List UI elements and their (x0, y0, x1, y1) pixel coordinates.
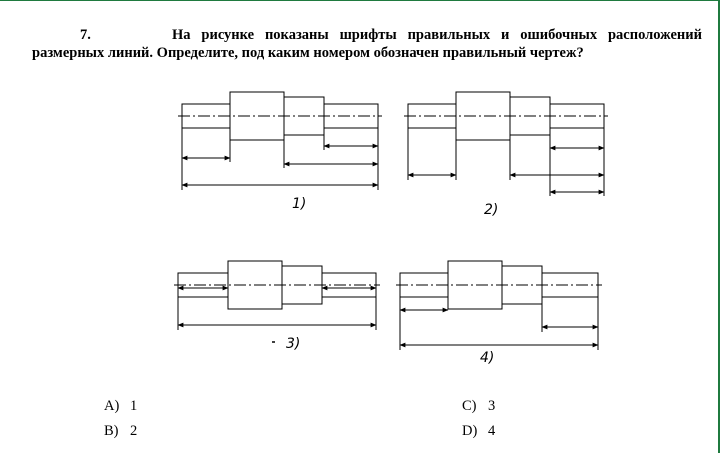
figure-4-label: 4) (480, 350, 495, 366)
question-text-1: На рисунке показаны шрифты правильных и ошибочных расположений (172, 27, 702, 43)
answer-d-letter: D) (462, 423, 478, 439)
answer-d-value: 4 (488, 423, 496, 439)
answer-a[interactable] (104, 398, 137, 415)
figure-3-label: 3) (286, 336, 301, 352)
answer-a-value: 1 (130, 398, 138, 414)
drawing-4 (396, 261, 602, 350)
answer-c[interactable] (462, 398, 495, 415)
answer-c-letter: C) (462, 398, 477, 414)
drawing-3 (174, 261, 380, 330)
figure-1-label: 1) (292, 196, 307, 212)
answer-b-value: 2 (130, 423, 138, 439)
question-number: 7. (80, 27, 91, 43)
drawing-2 (404, 92, 608, 196)
question-line-2: размерных линий. Определите, под каким номером обозначен правильный чертеж? (32, 45, 584, 61)
answer-a-letter: A) (104, 398, 120, 414)
figure-2-label: 2) (484, 202, 499, 218)
answer-b[interactable] (104, 423, 137, 440)
answer-d[interactable] (462, 423, 495, 440)
drawing-1 (178, 92, 382, 190)
answer-c-value: 3 (488, 398, 496, 414)
answer-b-letter: B) (104, 423, 119, 439)
